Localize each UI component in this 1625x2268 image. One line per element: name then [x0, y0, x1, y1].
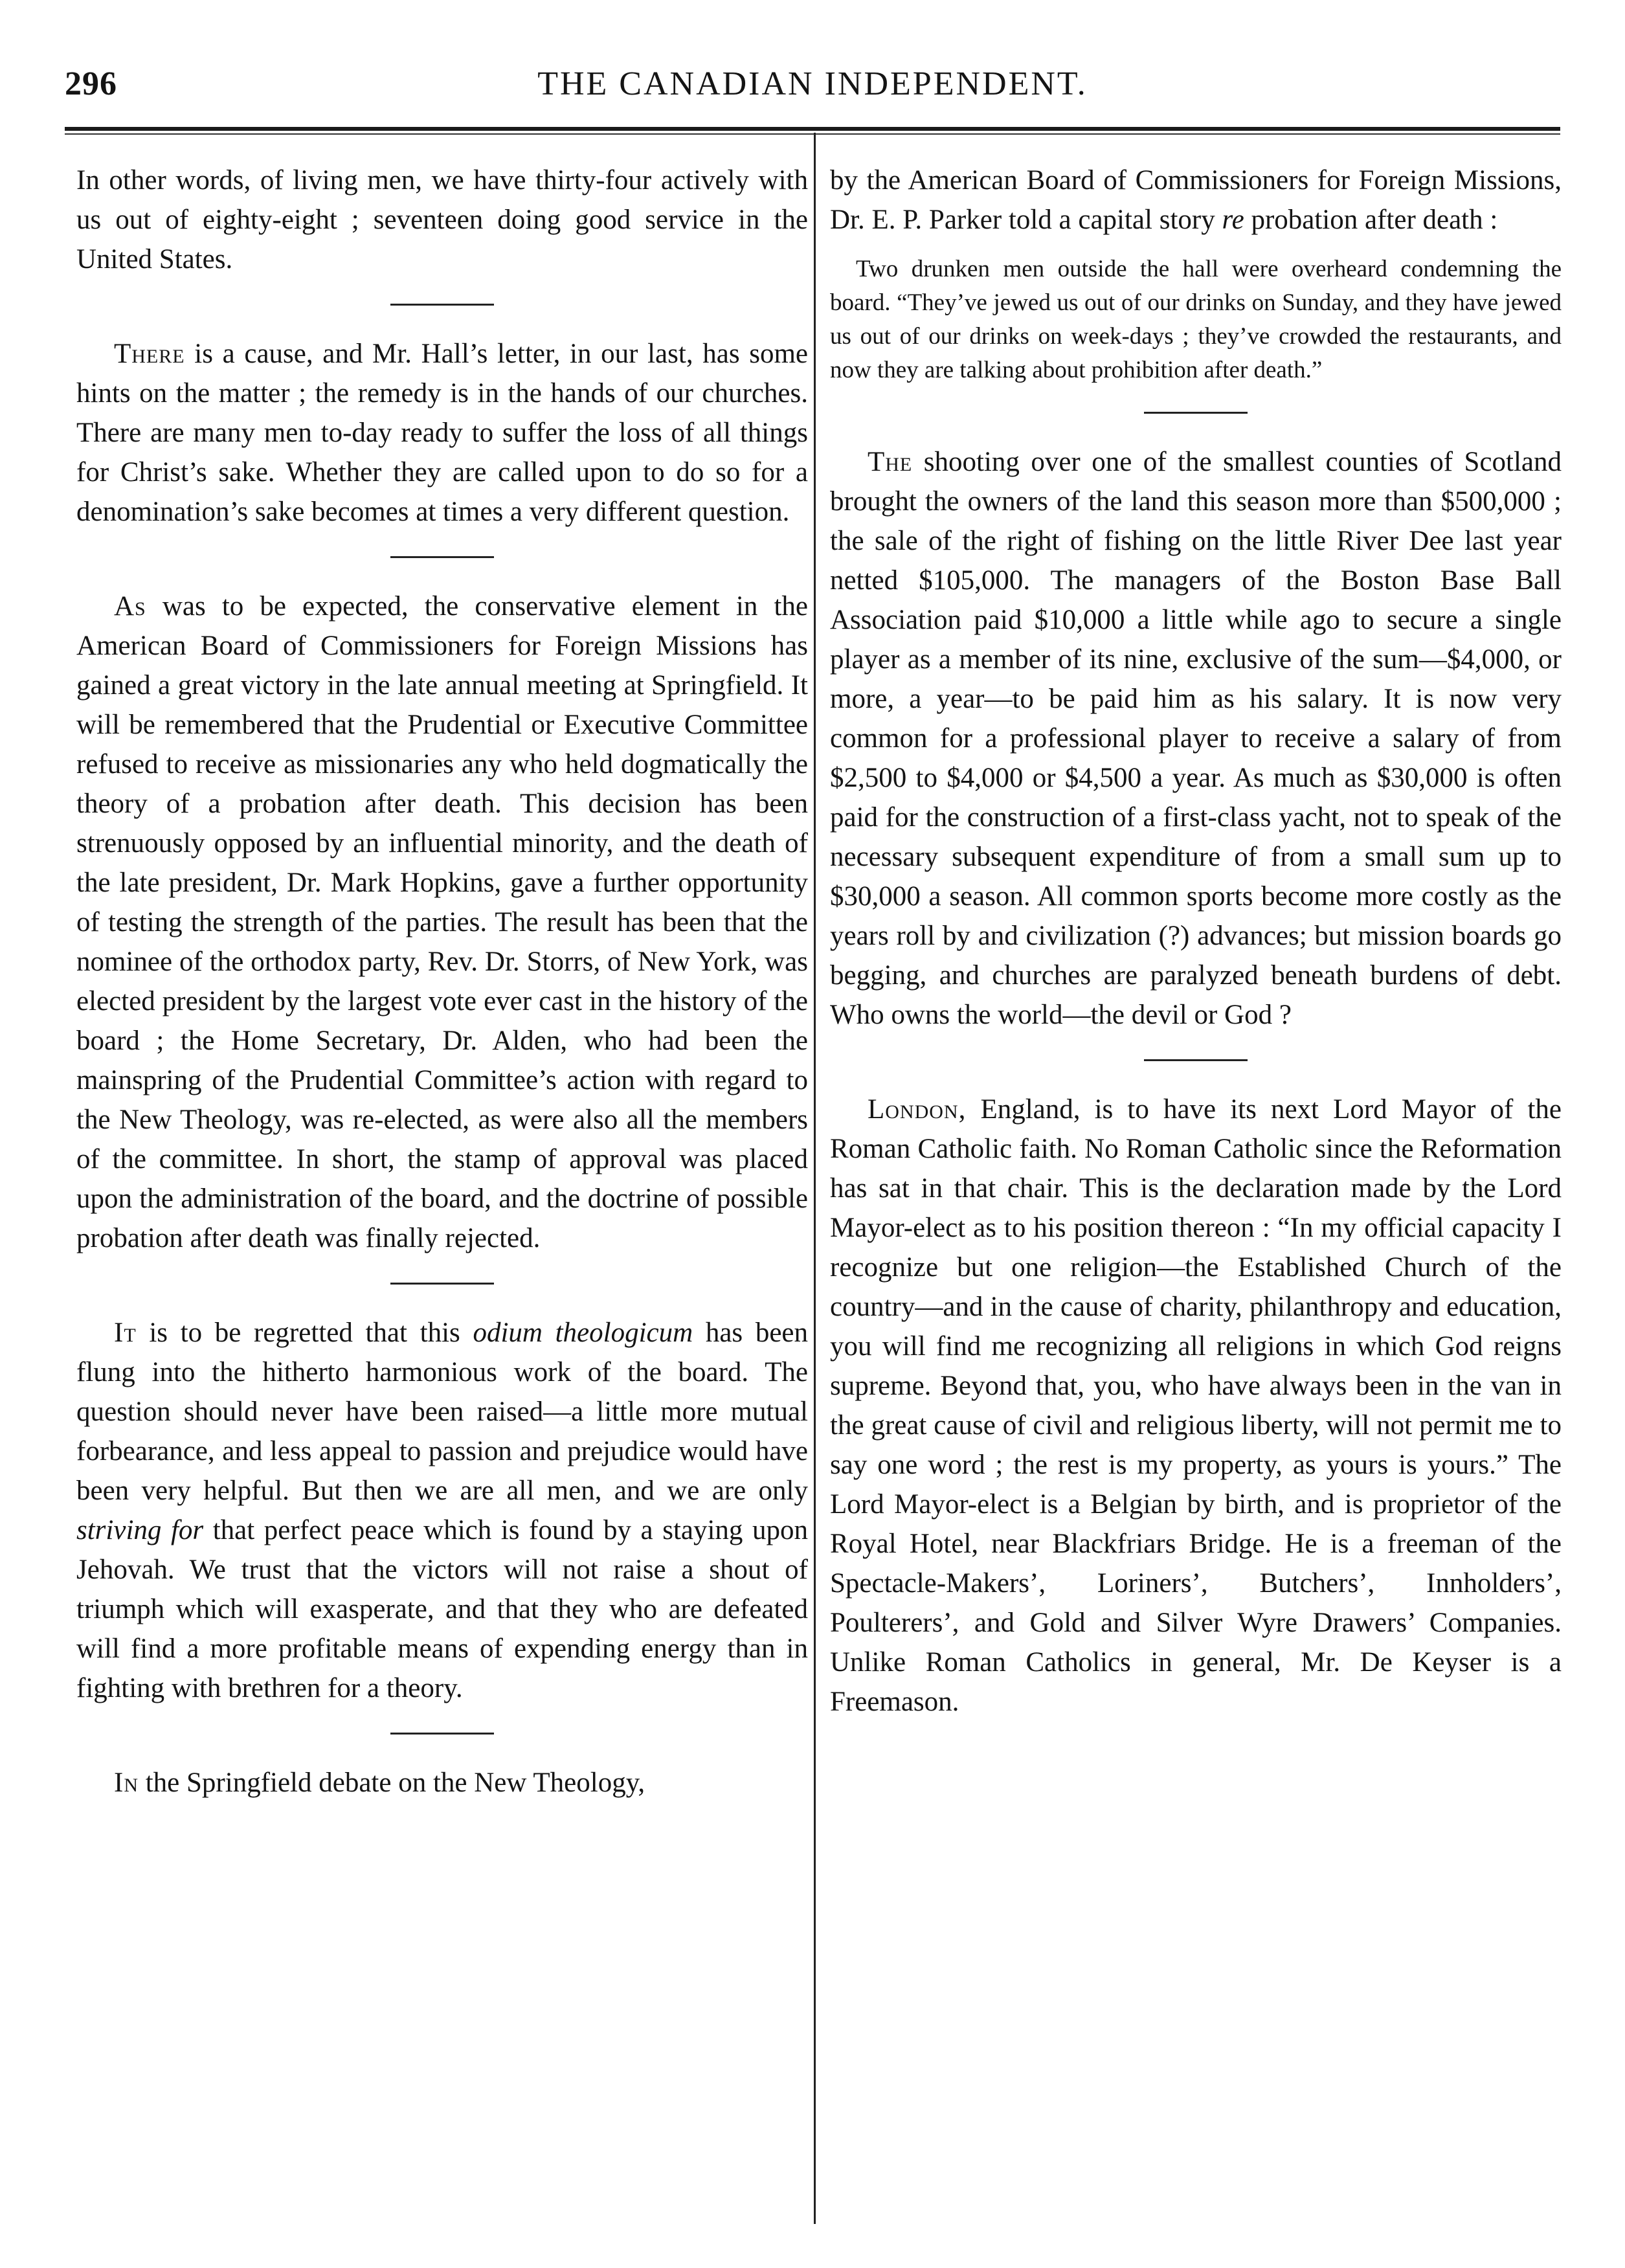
paragraph-lord-mayor	[830, 1090, 1562, 1722]
section-rule	[1144, 412, 1248, 414]
paragraph-text: has been flung into the hitherto harmonious work of the board. The question should never have been raised—a little more mutual forbearance, and less appeal to passion and prejudice would have been very helpful. But then we are all men, and we are only	[76, 1318, 808, 1506]
paragraph-text: was to be expected, the conservative element in the American Board of Commissioners for Foreign Missions has gained a great victory in the late annual meeting at Springfield. It will be remembered that the Prudential or Executive Committee refused to receive as missionaries any who held dogmatically the theory of a probation after death. This decision has been strenuously opposed by an influential minority, and the death of the late president, Dr. Mark Hopkins, gave a further opportunity of testing the strength of the parties. The result has been that the nominee of the orthodox party, Rev. Dr. Storrs, of New York, was elected president by the largest vote ever cast in the history of the board ; the Home Secretary, Dr. Alden, who had been the mainspring of the Prudential Committee’s action with regard to the New Theology, was re-elected, as were also all the members of the committee. In short, the stamp of approval was placed upon the administration of the board, and the doctrine of possible probation after death was finally rejected.	[76, 591, 808, 1253]
right-column	[830, 161, 1562, 1722]
left-column	[76, 161, 808, 1802]
paragraph-parker-story	[830, 161, 1562, 240]
section-rule	[390, 556, 494, 558]
journal-title: THE CANADIAN INDEPENDENT.	[537, 65, 1088, 102]
paragraph-american-board	[76, 587, 808, 1258]
italic-phrase: re	[1222, 205, 1244, 235]
section-rule	[1144, 1059, 1248, 1061]
section-rule	[390, 1283, 494, 1285]
paragraph-living-men: In other words, of living men, we have thirty-four actively with us out of eighty-eight ; seventeen doing good service in the United States.	[76, 165, 808, 275]
paragraph-sports-costs	[830, 442, 1562, 1035]
section-rule	[390, 304, 494, 306]
lead-word: In	[114, 1768, 139, 1798]
paragraph-text: is to be regretted that this	[136, 1318, 473, 1348]
paragraph-text: by the American Board of Commissioners for Foreign Missions, Dr. E. P. Parker told a capital story	[830, 165, 1562, 235]
paragraph-text: shooting over one of the smallest counties of Scotland brought the owners of the land this season more than $500,000 ; the sale of the right of fishing on the little River Dee last year netted $105,000. The managers of the Boston Base Ball Association paid $10,000 a little while ago to secure a single player as a member of its nine, exclusive of the sum—$4,000, or more, a year—to be paid him as his salary. It is now very common for a professional player to receive a salary of from $2,500 to $4,000 or $4,500 a year. As much as $30,000 is often paid for the construction of a first-class yacht, not to speak of the necessary subsequent expenditure of from a small sum up to $30,000 a season. All common sports become more costly as the years roll by and civilization (?) advances; but mission boards go begging, and churches are paralyzed beneath burdens of debt. Who owns the world—the devil or God ?	[830, 447, 1562, 1030]
column-divider	[814, 133, 816, 2224]
paragraph-text: probation after death :	[1244, 205, 1498, 235]
page-header	[65, 65, 1560, 117]
paragraph-odium-theologicum	[76, 1313, 808, 1708]
paragraph-text: that perfect peace which is found by a staying upon Jehovah. We trust that the victors will not raise a shout of triumph which will exasperate, and that they who are defeated will find a more profitable means of expending energy than in fighting with brethren for a theory.	[76, 1515, 808, 1703]
section-rule	[390, 1733, 494, 1735]
paragraph-text: England, is to have its next Lord Mayor of the Roman Catholic faith. No Roman Catholic since the Reformation has sat in that chair. This is the declaration made by the Lord Mayor-elect as to his position thereon : “In my official capacity I recognize but one religion—the Established Church of the country—and in the cause of charity, philanthropy and education, you will find me recognizing all religions in which God reigns supreme. Beyond that, you, who have always been in the van in the great cause of civil and religious liberty, will not permit me to say one word ; the rest is my property, as yours is yours.” The Lord Mayor-elect is a Belgian by birth, and is proprietor of the Royal Hotel, near Blackfriars Bridge. He is a freeman of the Spectacle-Makers’, Loriners’, Butchers’, Innholders’, Poulterers’, and Gold and Silver Wyre Drawers’ Companies. Unlike Roman Catholics in general, Mr. De Keyser is a Freemason.	[830, 1094, 1562, 1717]
page-number: 296	[65, 65, 117, 102]
italic-phrase: odium theologicum	[473, 1318, 693, 1348]
lead-word: As	[114, 591, 146, 622]
quoted-anecdote: Two drunken men outside the hall were overheard condemning the board. “They’ve jewed us out of our drinks on Sunday, and they have jewed us out of our drinks on week-days ; they’ve crowded the restaurants, and now they are talking about prohibition after death.”	[830, 256, 1562, 383]
paragraph-halls-letter	[76, 334, 808, 532]
lead-word: There	[114, 339, 185, 369]
lead-word: It	[114, 1318, 137, 1348]
paragraph-text: is a cause, and Mr. Hall’s letter, in our last, has some hints on the matter ; the remedy is in the hands of our churches. There are many men to-day ready to suffer the loss of all things for Christ’s sake. Whether they are called upon to do so for a denomination’s sake becomes at times a very different question.	[76, 339, 808, 527]
paragraph-springfield-debate	[76, 1763, 808, 1802]
paragraph-text: the Springfield debate on the New Theology,	[138, 1768, 645, 1798]
lead-word: London,	[868, 1094, 967, 1125]
header-rule	[65, 127, 1560, 131]
header-rule-thin	[65, 133, 1560, 135]
lead-word: The	[868, 447, 913, 477]
italic-phrase: striving for	[76, 1515, 204, 1545]
